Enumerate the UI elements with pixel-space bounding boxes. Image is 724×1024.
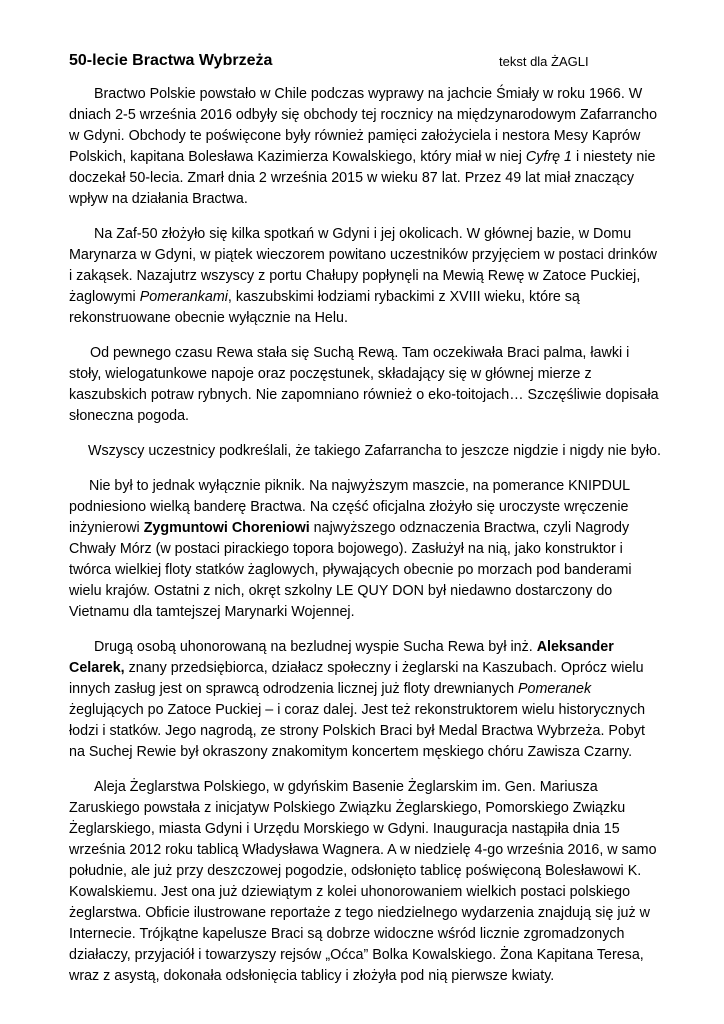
paragraph-6: Drugą osobą uhonorowaną na bezludnej wyspie Sucha Rewa był inż. Aleksander Celarek, znany przedsiębiorca, działacz społeczny i żeglarski na Kaszubach. Oprócz wielu innych zasług jest on sprawcą odrodzenia licznej już floty drewnianych Pomeranek żeglujących po Zatoce Puckiej – i coraz dalej. Jest też rekonstruktorem wielu historycznych łodzi i statków. Jego nagrodą, ze strony Polskich Braci był Medal Bractwa Wybrzeża. Pobyt na Suchej Rewie był okraszony znakomitym koncertem męskiego chóru Zawisza Czarny.: [69, 639, 646, 760]
bold-name: Aleksander Celarek,: [69, 639, 614, 676]
bold-name: Zygmuntowi Choreniowi: [143, 520, 310, 536]
document-title: 50-lecie Bractwa Wybrzeża: [69, 52, 273, 69]
publication-note: tekst dla ŻAGLI: [499, 54, 589, 69]
paragraph-4: Wszyscy uczestnicy podkreślali, że takiego Zafarrancha to jeszcze nigdzie i nigdy nie było.: [88, 443, 661, 459]
italic-term: Pomeranek: [518, 681, 592, 697]
paragraph-5: Nie był to jednak wyłącznie piknik. Na najwyższym maszcie, na pomerance KNIPDUL podniesiono wielką banderę Bractwa. Na część oficjalna złożyło się uroczyste wręczenie inżynierowi Zygmuntowi Choreniowi najwyższego odznaczenia Bractwa, czyli Nagrody Chwały Mórz (w postaci pirackiego topora bojowego). Zasłużył na nią, jako konstruktor i twórca wielkiej floty statków żaglowych, pływających obecnie po morzach pod banderami wielu krajów. Ostatni z nich, okręt szkolny LE QUY DON był niedawno dostarczony do Vietnamu dla tamtejszej Marynarki Wojennej.: [69, 478, 632, 620]
italic-term: Pomerankami: [139, 289, 228, 305]
paragraph-3: Od pewnego czasu Rewa stała się Suchą Rewą. Tam oczekiwała Braci palma, ławki i stoły, wielogatunkowe napoje oraz poczęstunek, składający się w głównej mierze z kaszubskich potraw rybnych. Nie zapomniano również o eko-toitojach… Szczęśliwie dopisała słoneczna pogoda.: [69, 345, 659, 424]
paragraph-2: Na Zaf-50 złożyło się kilka spotkań w Gdyni i jej okolicach. W głównej bazie, w Domu Marynarza w Gdyni, w piątek wieczorem powitano uczestników przyjęciem w postaci drinków i zakąsek. Nazajutrz wszyscy z portu Chałupy popłynęli na Mewią Rewę w Zatoce Puckiej, żaglowymi Pomerankami, kaszubskimi łodziami rybackimi z XVIII wieku, które są rekonstruowane obecnie wyłącznie na Helu.: [69, 226, 657, 326]
article-body: [69, 84, 661, 1001]
paragraph-7: Aleja Żeglarstwa Polskiego, w gdyńskim Basenie Żeglarskim im. Gen. Mariusza Zaruskiego powstała z inicjatyw Polskiego Związku Żeglarskiego, Pomorskiego Związku Żeglarskiego, miasta Gdyni i Urzędu Morskiego w Gdyni. Inauguracja nastąpiła dnia 15 września 2012 roku tablicą Władysława Wagnera. A w niedzielę 4-go września 2016, w samo południe, ale już przy deszczowej pogodzie, odsłonięto tablicę poświęconą Bolesławowi K. Kowalskiemu. Jest ona już dziewiątym z kolei uhonorowaniem wielkich postaci polskiego żeglarstwa. Obficie ilustrowane reportaże z tego niedzielnego wydarzenia znajdują się już w Internecie. Trójkątne kapelusze Braci są dobrze widoczne wśród licznie zgromadzonych działaczy, przyjaciół i towarzyszy rejsów „Oćca” Bolka Kowalskiego. Żona Kapitana Teresa, wraz z asystą, dokonała odsłonięcia tablicy i złożyła pod nią pierwsze kwiaty.: [69, 779, 657, 984]
italic-term: Cyfrę 1: [525, 149, 572, 165]
paragraph-1: Bractwo Polskie powstało w Chile podczas wyprawy na jachcie Śmiały w roku 1966. W dniach 2-5 września 2016 odbyły się obchody tej rocznicy na międzynarodowym Zafarrancho w Gdyni. Obchody te poświęcone były również pamięci założyciela i nestora Mesy Kaprów Polskich, kapitana Bolesława Kazimierza Kowalskiego, który miał w niej Cyfrę 1 i niestety nie doczekał 50-lecia. Zmarł dnia 2 września 2015 w wieku 87 lat. Przez 49 lat miał znaczący wpływ na działania Bractwa.: [69, 86, 658, 207]
